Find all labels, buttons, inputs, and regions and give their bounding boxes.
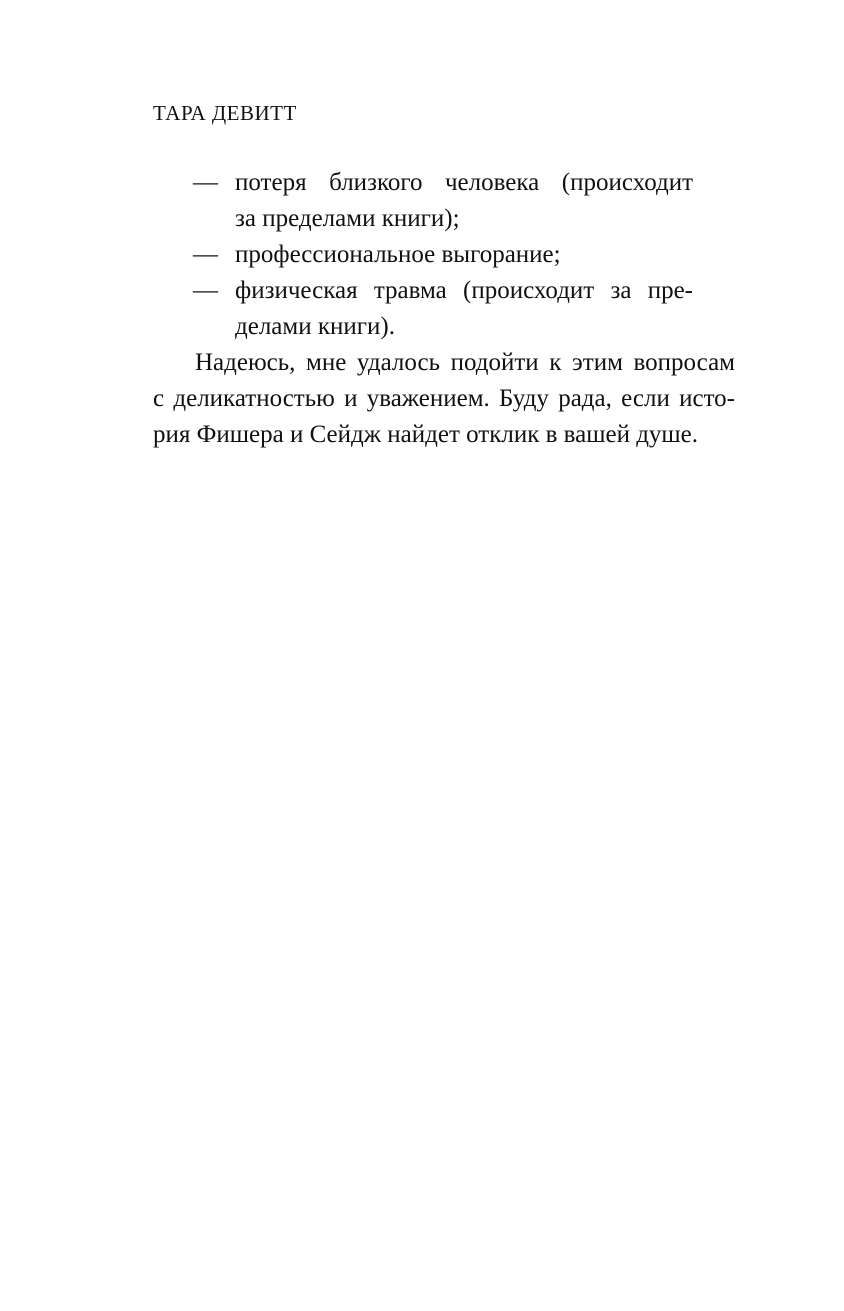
list-item xyxy=(153,165,735,237)
closing-paragraph xyxy=(153,345,735,453)
list-item-line: делами книги). xyxy=(235,313,395,340)
list-item-line: профессиональное выгорание; xyxy=(235,241,561,268)
list-dash: — xyxy=(193,241,218,268)
list-item-line: потеря близкого человека (происходит xyxy=(235,169,693,196)
running-header-author: ТАРА ДЕВИТТ xyxy=(153,101,297,125)
list-dash: — xyxy=(193,169,218,196)
list-dash: — xyxy=(193,277,218,304)
page-body xyxy=(153,165,735,453)
list-item-line: физическая травма (происходит за пре- xyxy=(235,277,693,304)
paragraph-line: рия Фишера и Сейдж найдет отклик в вашей душе. xyxy=(153,421,699,448)
paragraph-line: Надеюсь, мне удалось подойти к этим вопросам xyxy=(195,349,735,376)
list-item xyxy=(153,237,735,273)
list-item-line: за пределами книги); xyxy=(235,205,460,232)
paragraph-line: с деликатностью и уважением. Буду рада, если исто- xyxy=(153,385,735,412)
list-item xyxy=(153,273,735,345)
